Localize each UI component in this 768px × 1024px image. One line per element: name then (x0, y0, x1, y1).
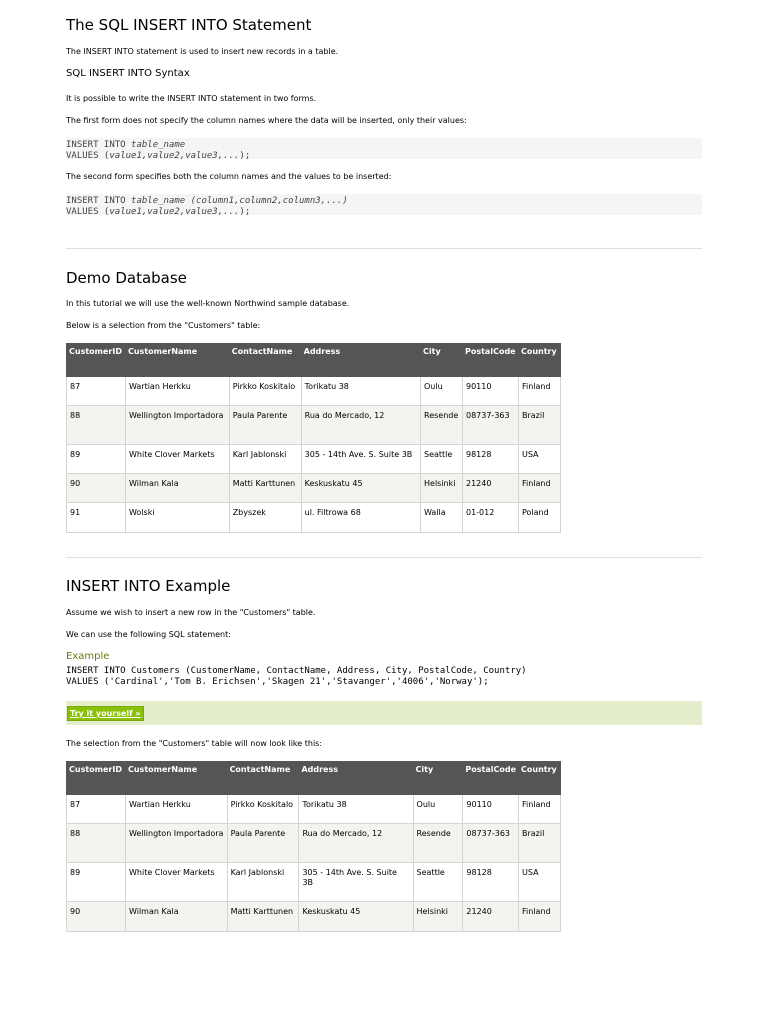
table-cell: Pirkko Koskitalo (227, 795, 299, 824)
table-cell: Karl Jablonski (227, 863, 299, 902)
table-cell: Oulu (413, 795, 463, 824)
table-cell: Wellington Importadora (125, 406, 229, 445)
table-row (67, 503, 561, 533)
section-title-demo-database: Demo Database (66, 269, 187, 287)
table-cell: Finland (518, 377, 560, 406)
table-cell: ul. Filtrowa 68 (301, 503, 420, 533)
table-cell: Brazil (518, 406, 560, 445)
table-row (67, 474, 561, 503)
column-header: ContactName (229, 344, 301, 377)
table-cell: Matti Karttunen (227, 902, 299, 932)
table-cell: Rua do Mercado, 12 (299, 824, 413, 863)
table-cell: 87 (67, 795, 126, 824)
divider (66, 248, 702, 249)
table-cell: 08737-363 (463, 824, 519, 863)
column-header: PostalCode (463, 762, 519, 795)
now-look-text: The selection from the "Customers" table will now look like this: (66, 739, 323, 748)
try-it-yourself-button[interactable]: Try it yourself » (67, 706, 144, 721)
table-cell: Torikatu 38 (301, 377, 420, 406)
demo-selection-text: Below is a selection from the "Customers" table: (66, 321, 261, 330)
column-header: City (413, 762, 463, 795)
customers-table-after (66, 761, 561, 932)
table-cell: Resende (421, 406, 463, 445)
table-cell: White Clover Markets (125, 863, 227, 902)
table-cell: Paula Parente (227, 824, 299, 863)
table-header-row (67, 344, 561, 377)
table-cell: USA (519, 863, 561, 902)
table-cell: Helsinki (421, 474, 463, 503)
column-header: City (421, 344, 463, 377)
table-row (67, 406, 561, 445)
section-title-insert-example: INSERT INTO Example (66, 577, 231, 595)
table-cell: Helsinki (413, 902, 463, 932)
table-cell: 90 (67, 474, 126, 503)
table-cell: 90 (67, 902, 126, 932)
table-cell: Keskuskatu 45 (301, 474, 420, 503)
try-it-bar (66, 701, 702, 725)
table-cell: Wilman Kala (125, 474, 229, 503)
table-cell: Resende (413, 824, 463, 863)
table-cell: Pirkko Koskitalo (229, 377, 301, 406)
table-cell: 88 (67, 406, 126, 445)
column-header: Address (301, 344, 420, 377)
two-forms-text: It is possible to write the INSERT INTO statement in two forms. (66, 94, 317, 103)
table-row (67, 902, 561, 932)
table-row (67, 377, 561, 406)
table-cell: 01-012 (462, 503, 518, 533)
table-row (67, 795, 561, 824)
table-row (67, 824, 561, 863)
table-row (67, 863, 561, 902)
divider (66, 557, 702, 558)
table-cell: Zbyszek (229, 503, 301, 533)
table-cell: 89 (67, 863, 126, 902)
table-cell: Finland (518, 474, 560, 503)
column-header: Country (518, 344, 560, 377)
section-title-insert-into: The SQL INSERT INTO Statement (66, 16, 312, 34)
table-cell: Paula Parente (229, 406, 301, 445)
table-cell: Finland (519, 795, 561, 824)
column-header: Country (519, 762, 561, 795)
table-cell: Wartian Herkku (125, 377, 229, 406)
column-header: CustomerName (125, 344, 229, 377)
intro-text: The INSERT INTO statement is used to insert new records in a table. (66, 47, 339, 56)
table-cell: 90110 (463, 795, 519, 824)
table-cell: Walla (421, 503, 463, 533)
table-cell: 88 (67, 824, 126, 863)
table-cell: 90110 (462, 377, 518, 406)
column-header: ContactName (227, 762, 299, 795)
table-cell: Brazil (519, 824, 561, 863)
table-cell: Wartian Herkku (125, 795, 227, 824)
table-cell: Wolski (125, 503, 229, 533)
column-header: Address (299, 762, 413, 795)
table-cell: 89 (67, 445, 126, 474)
syntax-code-block-2: INSERT INTO table_name (column1,column2,column3,...) VALUES (value1,value2,value3,...); (66, 194, 702, 215)
table-cell: Seattle (413, 863, 463, 902)
column-header: CustomerID (67, 344, 126, 377)
use-following-text: We can use the following SQL statement: (66, 630, 231, 639)
example-code: INSERT INTO Customers (CustomerName, ContactName, Address, City, PostalCode, Country) VALUES ('Cardinal','Tom B. Erichsen','Skagen 21','Stavanger','4006','Norway'); (66, 666, 527, 687)
table-cell: White Clover Markets (125, 445, 229, 474)
table-cell: Rua do Mercado, 12 (301, 406, 420, 445)
table-cell: Keskuskatu 45 (299, 902, 413, 932)
table-cell: 08737-363 (462, 406, 518, 445)
table-cell: 91 (67, 503, 126, 533)
table-cell: 98128 (462, 445, 518, 474)
example-box (66, 651, 702, 693)
assume-text: Assume we wish to insert a new row in the "Customers" table. (66, 608, 316, 617)
table-cell: USA (518, 445, 560, 474)
table-cell: Torikatu 38 (299, 795, 413, 824)
table-cell: Matti Karttunen (229, 474, 301, 503)
table-row (67, 445, 561, 474)
customers-table-before (66, 343, 561, 533)
first-form-text: The first form does not specify the column names where the data will be inserted, only their values: (66, 116, 467, 125)
table-cell: Poland (518, 503, 560, 533)
table-cell: Finland (519, 902, 561, 932)
demo-intro-text: In this tutorial we will use the well-known Northwind sample database. (66, 299, 350, 308)
table-cell: Oulu (421, 377, 463, 406)
table-cell: 98128 (463, 863, 519, 902)
table-cell: 21240 (462, 474, 518, 503)
table-cell: Seattle (421, 445, 463, 474)
second-form-text: The second form specifies both the column names and the values to be inserted: (66, 172, 392, 181)
syntax-code-block-1: INSERT INTO table_name VALUES (value1,value2,value3,...); (66, 138, 702, 159)
table-cell: 21240 (463, 902, 519, 932)
column-header: CustomerName (125, 762, 227, 795)
table-cell: 305 - 14th Ave. S. Suite 3B (301, 445, 420, 474)
table-cell: 305 - 14th Ave. S. Suite 3B (299, 863, 413, 902)
table-cell: Karl Jablonski (229, 445, 301, 474)
example-label: Example (66, 651, 110, 662)
table-cell: Wellington Importadora (125, 824, 227, 863)
table-cell: Wilman Kala (125, 902, 227, 932)
table-header-row (67, 762, 561, 795)
syntax-heading: SQL INSERT INTO Syntax (66, 68, 190, 79)
table-cell: 87 (67, 377, 126, 406)
column-header: CustomerID (67, 762, 126, 795)
column-header: PostalCode (462, 344, 518, 377)
